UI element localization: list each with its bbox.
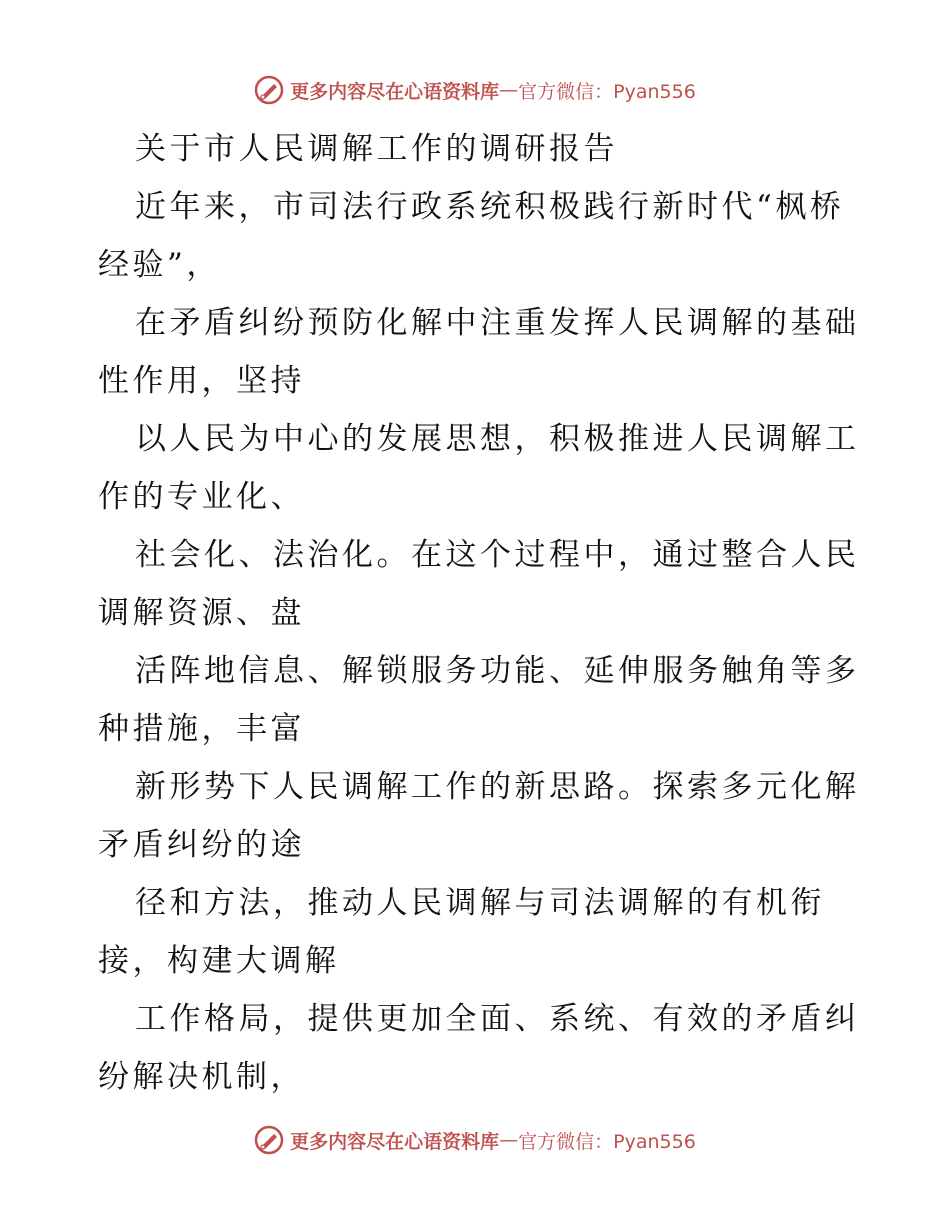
paragraph-line: 以人民为中心的发展思想，积极推进人民调解工 [135,421,860,457]
paragraph-line: 径和方法，推动人民调解与司法调解的有机衔 [135,885,825,921]
banner-text: 更多内容尽在心语资料库 [290,1130,500,1153]
paragraph-line: 作的专业化、 [98,479,305,515]
paragraph-line: 近年来，市司法行政系统积极践行新时代“枫桥 [135,189,845,225]
paragraph-line: 新形势下人民调解工作的新思路。探索多元化解 [135,769,860,805]
paragraph-line: 社会化、法治化。在这个过程中，通过整合人民 [135,537,860,573]
brand-logo-icon [254,75,284,105]
doc-title: 关于市人民调解工作的调研报告 [135,131,618,167]
brand-logo-icon [254,1125,284,1155]
banner-account: 官方微信：Pyan556 [518,1130,696,1153]
banner-text: 更多内容尽在心语资料库 [290,80,500,103]
paragraph-line: 种措施，丰富 [98,711,305,747]
banner-account: 官方微信：Pyan556 [518,80,696,103]
paragraph-line: 调解资源、盘 [98,595,305,631]
banner-dash: — [499,79,519,101]
paragraph-line: 活阵地信息、解锁服务功能、延伸服务触角等多 [135,653,860,689]
banner-dash: — [499,1129,519,1151]
paragraph-line: 矛盾纠纷的途 [98,827,305,863]
header-banner [0,70,950,110]
paragraph-line: 性作用，坚持 [98,363,305,399]
paragraph-line: 在矛盾纠纷预防化解中注重发挥人民调解的基础 [135,305,860,341]
paragraph-line: 纷解决机制， [98,1059,305,1095]
document-body [98,120,858,1106]
paragraph-line: 工作格局，提供更加全面、系统、有效的矛盾纠 [135,1001,860,1037]
paragraph-line: 接，构建大调解 [98,943,340,979]
paragraph-line: 经验”， [98,247,221,283]
footer-banner [0,1120,950,1160]
